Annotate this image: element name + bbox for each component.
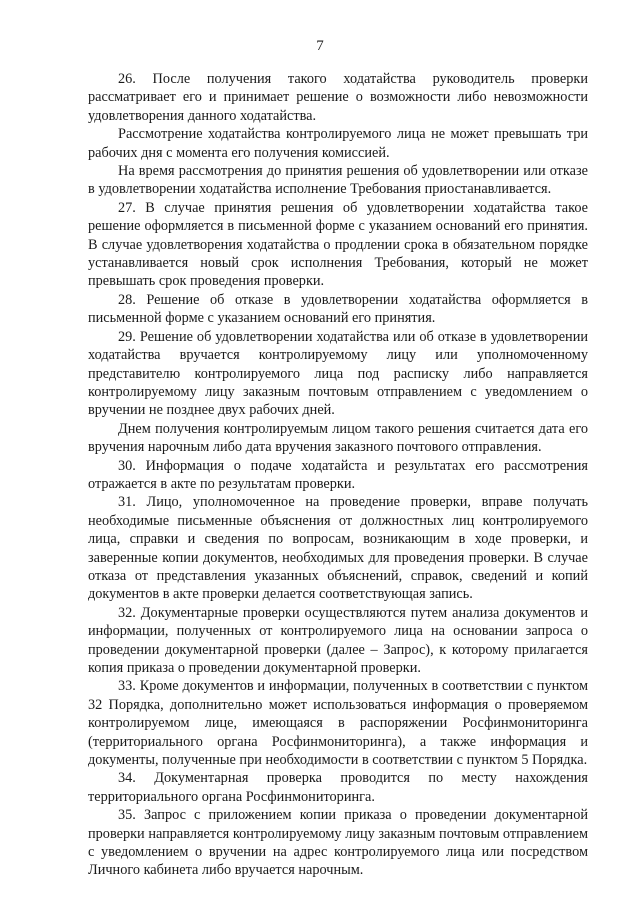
paragraph-26: 26. После получения такого ходатайства руководитель проверки рассматривает его и принимает решение о возможности либо невозможности удовлетворения данного ходатайства. (88, 71, 588, 124)
paragraph-27: 27. В случае принятия решения об удовлетворении ходатайства такое решение оформляется в письменной форме с указанием оснований его принятия. В случае удовлетворения ходатайства о продлении срока в обязательном порядке устанавливается новый срок исполнения Требования, который не может превышать срок проведения проверки. (88, 199, 588, 290)
paragraph-31: 31. Лицо, уполномоченное на проведение проверки, вправе получать необходимые письменные объяснения от должностных лиц контролируемого лица, справки и сведения по вопросам, возникающим в ходе проверки, и заверенные копии документов, необходимых для проведения проверки. В случае отказа от представления указанных объяснений, справок, сведений и копий документов в акте проверки делается соответствующая запись. (88, 494, 588, 603)
paragraph-26-suspension: На время рассмотрения до принятия решения об удовлетворении или отказе в удовлетворении ходатайства исполнение Требования приостанавливается. (88, 163, 588, 198)
page-number: 7 (316, 38, 324, 54)
paragraph-28: 28. Решение об отказе в удовлетворении ходатайства оформляется в письменной форме с указанием оснований его принятия. (88, 291, 588, 327)
paragraph-34: 34. Документарная проверка проводится по месту нахождения территориального органа Росфинмониторинга. (88, 770, 588, 805)
paragraph-29: 29. Решение об удовлетворении ходатайства или об отказе в удовлетворении ходатайства вручается контролируемому лицу или уполномоченному представителю контролируемого лица под расписку либо направляется контролируемому лицу заказным почтовым отправлением с уведомлением о вручении не позднее двух рабочих дней. (88, 328, 588, 419)
paragraph-32: 32. Документарные проверки осуществляются путем анализа документов и информации, полученных от контролируемого лица на основании запроса о проведении документарной проверки (далее – Запрос), к которому прилагается копия приказа о проведении документарной проверки. (88, 604, 588, 676)
paragraph-29-receipt-date: Днем получения контролируемым лицом такого решения считается дата его вручения нарочным либо дата вручения заказного почтового отправления. (88, 420, 588, 456)
paragraph-33: 33. Кроме документов и информации, полученных в соответствии с пунктом 32 Порядка, дополнительно может использоваться информация о проверяемом контролируемом лице, имеющаяся в распоряжении Росфинмониторинга (территориального органа Росфинмониторинга), а также информация и документы, полученные при необходимости в соответствии с пунктом 5 Порядка. (88, 678, 588, 769)
document-body (88, 70, 588, 880)
paragraph-30: 30. Информация о подаче ходатайста и результатах его рассмотрения отражается в акте по результатам проверки. (88, 457, 588, 492)
paragraph-35: 35. Запрос с приложением копии приказа о проведении документарной проверки направляется контролируемому лицу заказным почтовым отправлением с уведомлением о вручении на адрес контролируемого лица или посредством Личного кабинета либо вручается нарочным. (88, 807, 588, 879)
paragraph-26-review-term: Рассмотрение ходатайства контролируемого лица не может превышать три рабочих дня с момента его получения комиссией. (88, 126, 588, 161)
